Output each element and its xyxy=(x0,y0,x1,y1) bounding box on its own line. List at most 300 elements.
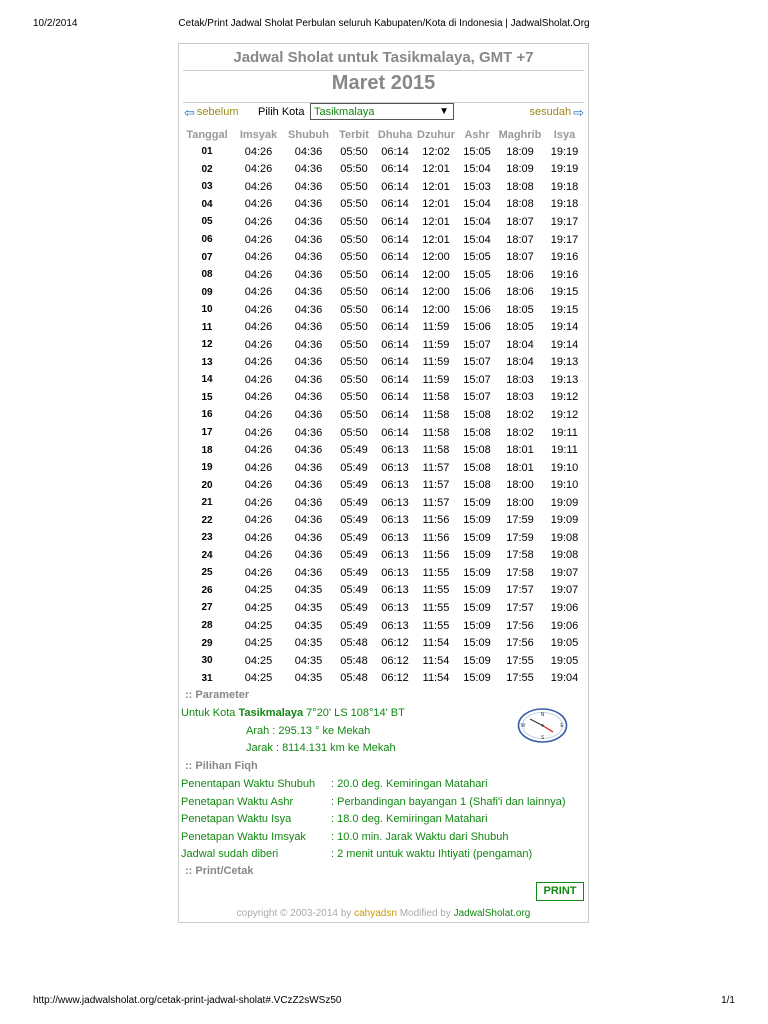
time-cell: 04:26 xyxy=(244,338,273,351)
time-cell: 11:55 xyxy=(422,584,450,597)
time-cell: 15:09 xyxy=(463,637,491,650)
table-row xyxy=(181,143,586,161)
time-cell: 04:26 xyxy=(244,268,273,281)
time-cell: 15:08 xyxy=(463,461,491,474)
time-cell: 04:26 xyxy=(244,356,273,369)
time-cell: 04:26 xyxy=(244,391,273,404)
time-cell: 17:55 xyxy=(506,672,534,685)
time-cell: 06:14 xyxy=(381,145,409,158)
time-cell: 15:09 xyxy=(463,584,491,597)
time-cell: 15:07 xyxy=(463,391,491,404)
time-cell: 04:35 xyxy=(294,654,323,667)
time-cell: 04:36 xyxy=(294,251,323,264)
time-cell: 05:50 xyxy=(340,391,368,404)
divider xyxy=(183,70,584,71)
dropdown-arrow-icon: ▼ xyxy=(439,106,449,117)
time-cell: 15:05 xyxy=(463,145,491,158)
column-header: Shubuh xyxy=(288,128,329,141)
time-cell: 15:08 xyxy=(463,408,491,421)
time-cell: 19:18 xyxy=(550,198,579,211)
time-cell: 04:36 xyxy=(294,408,323,421)
column-header: Imsyak xyxy=(239,128,278,141)
time-cell: 19:10 xyxy=(550,479,579,492)
time-cell: 15:09 xyxy=(463,549,491,562)
time-cell: 15:09 xyxy=(463,496,491,509)
time-cell: 11:56 xyxy=(422,531,450,544)
city-select[interactable] xyxy=(310,103,454,120)
day-cell: 25 xyxy=(201,567,213,579)
time-cell: 05:49 xyxy=(340,584,368,597)
time-cell: 04:36 xyxy=(294,549,323,562)
time-cell: 18:09 xyxy=(506,145,534,158)
time-cell: 12:01 xyxy=(422,215,450,228)
time-cell: 06:14 xyxy=(381,321,409,334)
time-cell: 19:15 xyxy=(550,286,579,299)
time-cell: 06:14 xyxy=(381,391,409,404)
time-cell: 06:13 xyxy=(381,566,409,579)
time-cell: 05:49 xyxy=(340,531,368,544)
column-header: Terbit xyxy=(339,128,369,141)
time-cell: 12:01 xyxy=(422,163,450,176)
time-cell: 04:36 xyxy=(294,233,323,246)
time-cell: 11:54 xyxy=(422,637,450,650)
time-cell: 06:12 xyxy=(381,637,409,650)
time-cell: 06:14 xyxy=(381,198,409,211)
table-row xyxy=(181,529,586,547)
city-label: Pilih Kota xyxy=(258,106,305,118)
table-row xyxy=(181,459,586,477)
time-cell: 06:14 xyxy=(381,215,409,228)
time-cell: 12:02 xyxy=(422,145,450,158)
time-cell: 11:59 xyxy=(422,321,450,334)
time-cell: 18:01 xyxy=(506,444,534,457)
time-cell: 04:26 xyxy=(244,233,273,246)
print-button[interactable]: PRINT xyxy=(536,882,584,901)
column-header: Maghrib xyxy=(498,128,542,141)
time-cell: 15:09 xyxy=(463,514,491,527)
column-header: Ashr xyxy=(464,128,490,141)
day-cell: 09 xyxy=(201,286,213,298)
time-cell: 05:49 xyxy=(340,444,368,457)
time-cell: 04:35 xyxy=(294,601,323,614)
prev-month-link[interactable] xyxy=(184,106,238,118)
fiqh-label: Penetapan Waktu Imsyak xyxy=(181,830,306,843)
kota-prefix: Untuk Kota xyxy=(181,707,236,719)
day-cell: 28 xyxy=(201,620,213,632)
time-cell: 04:26 xyxy=(244,163,273,176)
day-cell: 27 xyxy=(201,602,213,614)
print-heading: :: Print/Cetak xyxy=(185,865,254,877)
time-cell: 05:50 xyxy=(340,215,368,228)
time-cell: 04:26 xyxy=(244,251,273,264)
time-cell: 11:57 xyxy=(422,479,450,492)
site-link[interactable]: JadwalSholat.org xyxy=(453,908,531,919)
time-cell: 15:06 xyxy=(463,321,491,334)
time-cell: 15:09 xyxy=(463,672,491,685)
print-date: 10/2/2014 xyxy=(33,18,78,29)
time-cell: 05:49 xyxy=(340,566,368,579)
time-cell: 15:09 xyxy=(463,601,491,614)
time-cell: 06:13 xyxy=(381,479,409,492)
table-row xyxy=(181,599,586,617)
time-cell: 15:06 xyxy=(463,286,491,299)
time-cell: 04:26 xyxy=(244,303,273,316)
fiqh-label: Penetapan Waktu Isya xyxy=(181,813,292,826)
table-row xyxy=(181,318,586,336)
time-cell: 05:49 xyxy=(340,549,368,562)
next-month-label: sesudah xyxy=(529,106,572,118)
time-cell: 05:48 xyxy=(340,637,368,650)
time-cell: 05:50 xyxy=(340,373,368,386)
time-cell: 04:26 xyxy=(244,549,273,562)
time-cell: 06:13 xyxy=(381,549,409,562)
time-cell: 12:00 xyxy=(422,303,450,316)
compass-s: S xyxy=(540,735,545,741)
time-cell: 19:08 xyxy=(550,531,579,544)
time-cell: 06:14 xyxy=(381,373,409,386)
time-cell: 15:09 xyxy=(463,619,491,632)
time-cell: 19:16 xyxy=(550,251,579,264)
fiqh-heading: :: Pilihan Fiqh xyxy=(185,760,258,772)
print-footer xyxy=(0,992,768,1008)
day-cell: 03 xyxy=(201,181,213,193)
time-cell: 05:50 xyxy=(340,198,368,211)
author-link[interactable]: cahyadsn xyxy=(354,908,397,919)
time-cell: 06:14 xyxy=(381,180,409,193)
time-cell: 04:25 xyxy=(244,584,273,597)
time-cell: 12:01 xyxy=(422,180,450,193)
time-cell: 04:25 xyxy=(244,619,273,632)
day-cell: 22 xyxy=(201,514,213,526)
time-cell: 04:26 xyxy=(244,321,273,334)
time-cell: 06:14 xyxy=(381,356,409,369)
time-cell: 19:19 xyxy=(550,145,579,158)
day-cell: 30 xyxy=(201,655,213,667)
table-row xyxy=(181,669,586,687)
table-body xyxy=(181,143,586,687)
kota-name: Tasikmalaya xyxy=(238,707,304,719)
time-cell: 04:26 xyxy=(244,408,273,421)
compass-icon xyxy=(517,708,568,743)
time-cell: 18:08 xyxy=(506,180,534,193)
modified-label: Modified by xyxy=(399,908,451,919)
time-cell: 06:13 xyxy=(381,619,409,632)
time-cell: 19:06 xyxy=(550,619,579,632)
time-cell: 18:05 xyxy=(506,321,534,334)
time-cell: 05:49 xyxy=(340,619,368,632)
fiqh-value: : Perbandingan bayangan 1 (Shafi'i dan lainnya) xyxy=(331,795,566,808)
time-cell: 17:55 xyxy=(506,654,534,667)
city-select-value: Tasikmalaya xyxy=(314,106,375,118)
column-header: Dhuha xyxy=(377,128,413,141)
day-cell: 23 xyxy=(201,532,213,544)
time-cell: 04:25 xyxy=(244,672,273,685)
time-cell: 04:36 xyxy=(294,321,323,334)
time-cell: 15:08 xyxy=(463,479,491,492)
time-cell: 04:26 xyxy=(244,286,273,299)
next-month-link[interactable] xyxy=(530,106,585,118)
table-header-row xyxy=(181,126,586,143)
time-cell: 04:35 xyxy=(294,672,323,685)
time-cell: 11:56 xyxy=(422,549,450,562)
print-title: Cetak/Print Jadwal Sholat Perbulan seluruh Kabupaten/Kota di Indonesia | JadwalSholat.Org xyxy=(178,18,590,29)
time-cell: 05:49 xyxy=(340,601,368,614)
day-cell: 01 xyxy=(201,146,213,158)
time-cell: 19:17 xyxy=(550,215,579,228)
time-cell: 04:36 xyxy=(294,391,323,404)
compass-w: W xyxy=(520,723,526,729)
month-title: Maret 2015 xyxy=(331,72,436,94)
time-cell: 17:58 xyxy=(506,549,534,562)
day-cell: 10 xyxy=(201,304,213,316)
time-cell: 15:05 xyxy=(463,268,491,281)
time-cell: 05:50 xyxy=(340,268,368,281)
time-cell: 06:14 xyxy=(381,408,409,421)
time-cell: 05:49 xyxy=(340,514,368,527)
table-row xyxy=(181,424,586,442)
time-cell: 15:04 xyxy=(463,198,491,211)
print-header xyxy=(0,14,768,30)
day-cell: 13 xyxy=(201,356,213,368)
table-row xyxy=(181,248,586,266)
time-cell: 19:05 xyxy=(550,654,579,667)
fiqh-label: Penetapan Waktu Ashr xyxy=(181,795,294,808)
column-header: Tanggal xyxy=(186,128,228,141)
day-cell: 04 xyxy=(201,198,213,210)
day-cell: 15 xyxy=(201,391,213,403)
time-cell: 05:50 xyxy=(340,303,368,316)
time-cell: 11:54 xyxy=(422,654,450,667)
day-cell: 20 xyxy=(201,479,213,491)
table-row xyxy=(181,161,586,179)
time-cell: 05:48 xyxy=(340,654,368,667)
time-cell: 18:06 xyxy=(506,286,534,299)
time-cell: 05:50 xyxy=(340,356,368,369)
time-cell: 04:36 xyxy=(294,338,323,351)
time-cell: 15:07 xyxy=(463,338,491,351)
time-cell: 19:07 xyxy=(550,584,579,597)
copyright-prefix: copyright © 2003-2014 by xyxy=(236,908,352,919)
time-cell: 11:57 xyxy=(422,496,450,509)
time-cell: 04:25 xyxy=(244,654,273,667)
time-cell: 12:01 xyxy=(422,198,450,211)
time-cell: 17:56 xyxy=(506,637,534,650)
qibla-direction: Arah : 295.13 ° ke Mekah xyxy=(246,725,371,737)
time-cell: 05:50 xyxy=(340,233,368,246)
time-cell: 04:26 xyxy=(244,145,273,158)
time-cell: 06:14 xyxy=(381,233,409,246)
day-cell: 26 xyxy=(201,584,213,596)
day-cell: 07 xyxy=(201,251,213,263)
time-cell: 05:50 xyxy=(340,408,368,421)
table-row xyxy=(181,301,586,319)
table-row xyxy=(181,231,586,249)
time-cell: 15:06 xyxy=(463,303,491,316)
compass-e: E xyxy=(560,723,564,729)
time-cell: 06:14 xyxy=(381,426,409,439)
time-cell: 18:07 xyxy=(506,251,534,264)
time-cell: 04:36 xyxy=(294,356,323,369)
time-cell: 05:50 xyxy=(340,145,368,158)
time-cell: 04:36 xyxy=(294,373,323,386)
time-cell: 19:12 xyxy=(550,391,579,404)
time-cell: 11:58 xyxy=(422,444,450,457)
time-cell: 18:04 xyxy=(506,356,534,369)
time-cell: 17:59 xyxy=(506,531,534,544)
day-cell: 21 xyxy=(201,497,213,509)
time-cell: 11:58 xyxy=(422,426,450,439)
time-cell: 17:57 xyxy=(506,584,534,597)
time-cell: 04:36 xyxy=(294,145,323,158)
table-row xyxy=(181,547,586,565)
time-cell: 04:36 xyxy=(294,180,323,193)
fiqh-value: : 10.0 min. Jarak Waktu dari Shubuh xyxy=(331,830,509,843)
time-cell: 04:26 xyxy=(244,496,273,509)
time-cell: 04:36 xyxy=(294,531,323,544)
copyright xyxy=(179,908,588,919)
time-cell: 15:07 xyxy=(463,373,491,386)
column-header: Isya xyxy=(553,128,576,141)
time-cell: 19:05 xyxy=(550,637,579,650)
day-cell: 24 xyxy=(201,549,213,561)
time-cell: 06:13 xyxy=(381,601,409,614)
time-cell: 04:36 xyxy=(294,566,323,579)
time-cell: 19:10 xyxy=(550,461,579,474)
qibla-distance: Jarak : 8114.131 km ke Mekah xyxy=(246,742,396,754)
time-cell: 04:26 xyxy=(244,426,273,439)
time-cell: 17:58 xyxy=(506,566,534,579)
day-cell: 06 xyxy=(201,234,213,245)
time-cell: 18:03 xyxy=(506,373,534,386)
time-cell: 18:05 xyxy=(506,303,534,316)
time-cell: 05:48 xyxy=(340,672,368,685)
time-cell: 18:01 xyxy=(506,461,534,474)
coords-text: 7°20' LS 108°14' BT xyxy=(306,707,405,719)
time-cell: 19:11 xyxy=(551,444,578,457)
table-row xyxy=(181,196,586,214)
time-cell: 18:04 xyxy=(506,338,534,351)
time-cell: 17:56 xyxy=(506,619,534,632)
time-cell: 04:36 xyxy=(294,514,323,527)
time-cell: 04:35 xyxy=(294,584,323,597)
time-cell: 11:58 xyxy=(422,408,450,421)
time-cell: 04:26 xyxy=(244,215,273,228)
time-cell: 05:50 xyxy=(340,251,368,264)
time-cell: 19:18 xyxy=(550,180,579,193)
time-cell: 05:50 xyxy=(340,180,368,193)
time-cell: 11:57 xyxy=(422,461,450,474)
time-cell: 17:59 xyxy=(506,514,534,527)
time-cell: 19:07 xyxy=(550,566,579,579)
time-cell: 19:15 xyxy=(550,303,579,316)
time-cell: 15:04 xyxy=(463,233,491,246)
time-cell: 06:13 xyxy=(381,531,409,544)
time-cell: 19:13 xyxy=(550,356,579,369)
table-row xyxy=(181,652,586,670)
time-cell: 19:09 xyxy=(550,496,579,509)
time-cell: 19:09 xyxy=(550,514,579,527)
time-cell: 12:01 xyxy=(422,233,450,246)
time-cell: 06:14 xyxy=(381,286,409,299)
table-row xyxy=(181,178,586,196)
time-cell: 04:36 xyxy=(294,163,323,176)
time-cell: 05:50 xyxy=(340,338,368,351)
time-cell: 06:14 xyxy=(381,268,409,281)
time-cell: 19:16 xyxy=(550,268,579,281)
prayer-schedule-table xyxy=(181,126,586,687)
time-cell: 15:04 xyxy=(463,215,491,228)
time-cell: 04:26 xyxy=(244,461,273,474)
time-cell: 04:36 xyxy=(294,461,323,474)
time-cell: 05:49 xyxy=(340,461,368,474)
time-cell: 04:26 xyxy=(244,531,273,544)
print-page-number: 1/1 xyxy=(721,995,735,1006)
time-cell: 11:56 xyxy=(422,514,450,527)
table-row xyxy=(181,406,586,424)
page-title: Jadwal Sholat untuk Tasikmalaya, GMT +7 xyxy=(233,49,534,66)
city-coords xyxy=(181,707,405,719)
time-cell: 04:35 xyxy=(294,637,323,650)
time-cell: 04:36 xyxy=(294,215,323,228)
table-row xyxy=(181,213,586,231)
time-cell: 12:00 xyxy=(422,251,450,264)
time-cell: 04:36 xyxy=(294,496,323,509)
time-cell: 06:13 xyxy=(381,514,409,527)
arrow-left-icon: ⇦ xyxy=(184,104,195,120)
time-cell: 19:06 xyxy=(550,601,579,614)
day-cell: 08 xyxy=(201,269,213,281)
day-cell: 16 xyxy=(201,409,213,421)
time-cell: 11:59 xyxy=(422,338,450,351)
table-row xyxy=(181,336,586,354)
time-cell: 06:13 xyxy=(381,496,409,509)
time-cell: 11:54 xyxy=(422,672,450,685)
fiqh-label: Penentapan Waktu Shubuh xyxy=(181,778,316,790)
table-row xyxy=(181,266,586,284)
table-row xyxy=(181,511,586,529)
time-cell: 11:59 xyxy=(422,373,450,386)
time-cell: 05:50 xyxy=(340,163,368,176)
time-cell: 04:26 xyxy=(244,180,273,193)
time-cell: 19:19 xyxy=(550,163,579,176)
time-cell: 19:14 xyxy=(550,321,579,334)
time-cell: 15:08 xyxy=(463,444,491,457)
time-cell: 06:13 xyxy=(381,444,409,457)
table-row xyxy=(181,564,586,582)
time-cell: 11:55 xyxy=(422,619,450,632)
day-cell: 17 xyxy=(201,427,213,439)
table-row xyxy=(181,371,586,389)
time-cell: 11:59 xyxy=(422,356,450,369)
time-cell: 19:12 xyxy=(550,408,579,421)
time-cell: 05:50 xyxy=(340,426,368,439)
time-cell: 04:36 xyxy=(294,444,323,457)
parameter-heading: :: Parameter xyxy=(185,689,250,701)
time-cell: 06:13 xyxy=(381,584,409,597)
time-cell: 06:14 xyxy=(381,303,409,316)
time-cell: 11:55 xyxy=(422,566,450,579)
table-row xyxy=(181,283,586,301)
time-cell: 12:00 xyxy=(422,268,450,281)
fiqh-value: : 20.0 deg. Kemiringan Matahari xyxy=(331,778,488,790)
table-row xyxy=(181,389,586,407)
time-cell: 05:49 xyxy=(340,496,368,509)
time-cell: 19:14 xyxy=(550,338,579,351)
time-cell: 04:36 xyxy=(294,268,323,281)
time-cell: 18:09 xyxy=(506,163,534,176)
schedule-card xyxy=(178,43,589,923)
time-cell: 15:07 xyxy=(463,356,491,369)
